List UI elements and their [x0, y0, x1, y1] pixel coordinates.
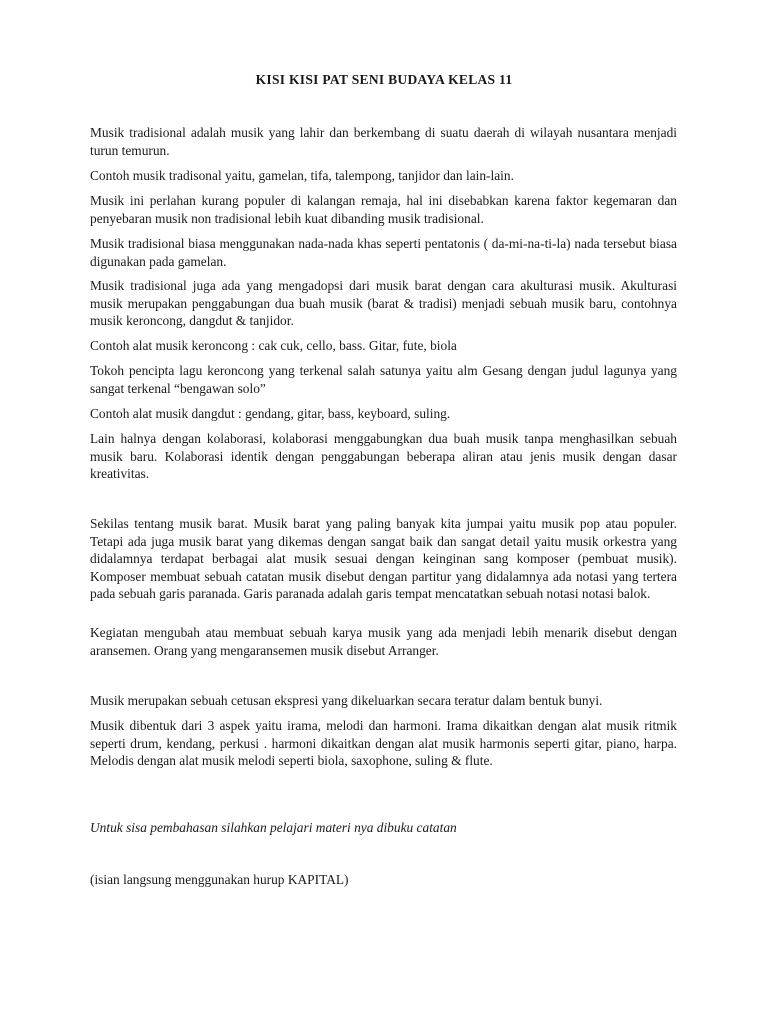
paragraph-kolaborasi: Lain halnya dengan kolaborasi, kolaborasi menggabungkan dua buah musik tanpa menghasilkan sebuah musik baru. Kolaborasi identik dengan penggabungan beberapa aliran atau jenis musik dengan dasar kreativitas.	[90, 431, 677, 482]
paragraph-kurang-populer: Musik ini perlahan kurang populer di kalangan remaja, hal ini disebabkan karena faktor kegemaran dan penyebaran musik non tradisional lebih kuat dibanding musik tradisional.	[90, 193, 677, 226]
paragraph-aspek-musik: Musik dibentuk dari 3 aspek yaitu irama, melodi dan harmoni. Irama dikaitkan dengan alat musik ritmik seperti drum, kendang, perkusi . harmoni dikaitkan dengan alat musik harmonis seperti gitar, piano, harpa. Melodis dengan alat musik melodi seperti biola, saxophone, suling & flute.	[90, 718, 677, 769]
paragraph-musik-barat: Sekilas tentang musik barat. Musik barat yang paling banyak kita jumpai yaitu musik pop atau populer. Tetapi ada juga musik barat yang dikemas dengan sangat baik dan sangat detail yaitu musik orkestra yang didalamnya terdapat berbagai alat musik sesuai dengan keinginan sang komposer (pembuat musik). Komposer membuat sebuah catatan musik disebut dengan partitur yang didalamnya ada notasi yang tertera pada sebuah garis paranada. Garis paranada adalah garis tempat mencatatkan sebuah notasi notasi balok.	[90, 516, 677, 602]
paragraph-aransemen: Kegiatan mengubah atau membuat sebuah karya musik yang ada menjadi lebih menarik disebut dengan aransemen. Orang yang mengaransemen musik disebut Arranger.	[90, 625, 677, 658]
paragraph-musik-ekspresi: Musik merupakan sebuah cetusan ekspresi yang dikeluarkan secara teratur dalam bentuk bunyi.	[90, 693, 603, 708]
paragraph-tokoh-keroncong: Tokoh pencipta lagu keroncong yang terkenal salah satunya yaitu alm Gesang dengan judul lagunya yang sangat terkenal “bengawan solo”	[90, 363, 677, 396]
paragraph-alat-dangdut: Contoh alat musik dangdut : gendang, gitar, bass, keyboard, suling.	[90, 406, 451, 421]
paragraph-alat-keroncong: Contoh alat musik keroncong : cak cuk, cello, bass. Gitar, fute, biola	[90, 338, 457, 353]
document-title: KISI KISI PAT SENI BUDAYA KELAS 11	[255, 72, 513, 87]
paragraph-musik-tradisional-definition: Musik tradisional adalah musik yang lahir dan berkembang di suatu daerah di wilayah nusantara menjadi turun temurun.	[90, 125, 677, 158]
paragraph-catatan-italic: Untuk sisa pembahasan silahkan pelajari materi nya dibuku catatan	[90, 820, 457, 835]
paragraph-isian-kapital: (isian langsung menggunakan hurup KAPITAL)	[90, 872, 349, 887]
paragraph-akulturasi: Musik tradisional juga ada yang mengadopsi dari musik barat dengan cara akulturasi musik. Akulturasi musik merupakan penggabungan dua buah musik (barat & tradisi) menjadi sebuah musik baru, contohnya musik keroncong, dangdut & tanjidor.	[90, 278, 677, 329]
paragraph-nada-pentatonis: Musik tradisional biasa menggunakan nada-nada khas seperti pentatonis ( da-mi-na-ti-la) nada tersebut biasa digunakan pada gamelan.	[90, 236, 677, 269]
paragraph-contoh-musik-tradisional: Contoh musik tradisonal yaitu, gamelan, tifa, talempong, tanjidor dan lain-lain.	[90, 168, 514, 183]
